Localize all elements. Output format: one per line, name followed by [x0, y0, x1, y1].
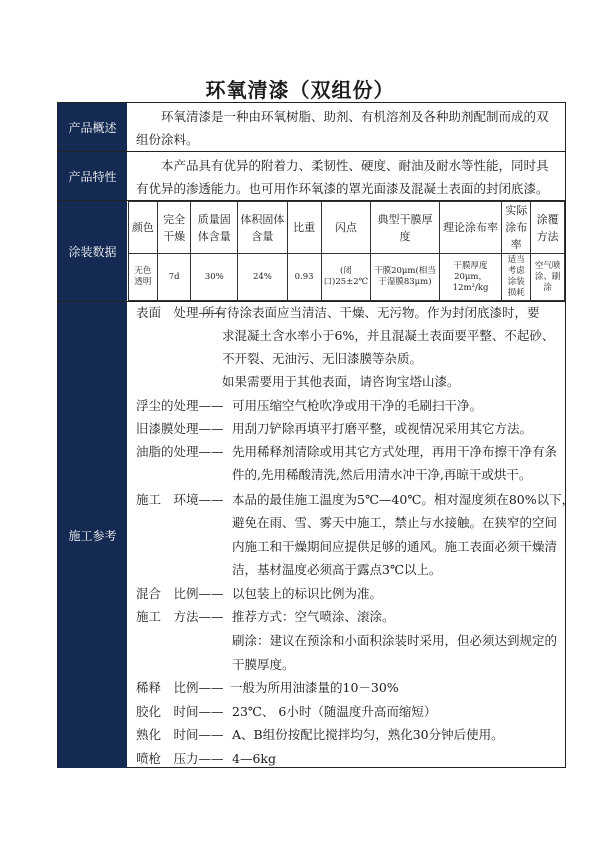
overview-text: 环氧清漆是一种由环氧树脂、助剂、有机溶剂及各种助剂配制而成的双组份涂料。	[136, 109, 549, 147]
reference-key: 施工 环境——	[136, 492, 224, 507]
reference-value: 一般为所用油漆量的10－30%	[230, 680, 399, 695]
table-header-cell: 闪点	[321, 202, 371, 254]
reference-value: 求混凝土含水率小于6%，并且混凝土表面要平整、不起砂、	[222, 328, 555, 343]
table-header-cell: 比重	[287, 202, 321, 254]
table-header-cell: 颜色	[129, 202, 158, 254]
reference-value: 先用稀释剂清除或用其它方式处理，再用干净布擦干净有条	[232, 444, 558, 459]
reference-key: 旧漆膜处理——	[136, 421, 224, 436]
reference-key: 稀释 比例——	[136, 680, 224, 695]
table-header-cell: 质量固体含量	[191, 202, 238, 254]
table-cell: 无色透明	[129, 254, 158, 301]
construction-label: 施工参考	[58, 302, 127, 768]
reference-value: 避免在雨、雪、雾天中施工，禁止与水接触。在狭窄的空间	[232, 515, 558, 530]
reference-value: 用刮刀铲除再填平打磨平整，或视情况采用其它方法。	[232, 421, 533, 436]
reference-value: A、B组份按配比搅拌均匀，熟化30分钟后使用。	[232, 727, 504, 742]
construction-row	[58, 302, 575, 768]
table-cell: 适当考虑涂装损耗	[502, 254, 531, 301]
reference-key: 喷枪 压力——	[136, 751, 224, 766]
table-header-cell: 理论涂布率	[439, 202, 502, 254]
data-row	[58, 201, 565, 301]
reference-key: 熟化 时间——	[136, 727, 224, 742]
table-row	[129, 254, 565, 301]
table-cell: 干膜厚度20μm，12m²/kg	[439, 254, 502, 301]
coating-data-table	[128, 201, 565, 301]
overview-label: 产品概述	[58, 103, 127, 151]
document-title: 环氧清漆（双组份）	[205, 78, 395, 102]
reference-key: 施工 方法——	[136, 609, 224, 624]
features-row	[58, 152, 565, 200]
reference-value: 洁，基材温度必须高于露点3℃以上。	[232, 562, 442, 577]
reference-key: 混合 比例——	[136, 586, 224, 601]
table-cell: 空气喷涂、刷涂	[531, 254, 565, 301]
table-header-row	[129, 202, 565, 254]
reference-value: 推荐方式：空气喷涂、滚涂。	[232, 609, 395, 624]
reference-key: 浮尘的处理——	[136, 398, 224, 413]
table-header-cell: 涂覆方法	[531, 202, 565, 254]
reference-key: 胶化 时间——	[136, 704, 224, 719]
table-cell: (闭口)25±2℃	[321, 254, 371, 301]
reference-value: 如果需要用于其他表面，请咨询宝塔山漆。	[222, 374, 460, 389]
reference-value: 不开裂、无油污、无旧漆膜等杂质。	[222, 351, 423, 366]
reference-value: 本品的最佳施工温度为5℃—40℃。相对湿度须在80%以下，	[232, 492, 575, 507]
table-cell: 30%	[191, 254, 238, 301]
table-cell: 24%	[238, 254, 288, 301]
table-header-cell: 实际涂布率	[502, 202, 531, 254]
table-header-cell: 典型干膜厚度	[371, 202, 440, 254]
reference-value: 可用压缩空气枪吹净或用干净的毛刷扫干净。	[232, 398, 483, 413]
reference-value: 刷涂：建议在预涂和小面积涂装时采用，但必须达到规定的	[232, 633, 558, 648]
table-header-cell: 完全干燥	[157, 202, 191, 254]
data-label: 涂装数据	[58, 201, 127, 301]
features-label: 产品特性	[58, 152, 127, 200]
overview-content	[128, 103, 565, 151]
reference-key: 油脂的处理——	[136, 444, 224, 459]
reference-value: 内施工和干燥期间应提供足够的通风。施工表面必须干燥清	[232, 539, 558, 554]
product-sheet	[57, 102, 575, 768]
reference-value: 23℃、 6小时（随温度升高而缩短）	[232, 704, 437, 719]
reference-value: 以包装上的标识比例为准。	[232, 586, 383, 601]
reference-value: 所有待涂表面应当清洁、干燥、无污物。作为封闭底漆时，要	[202, 305, 540, 320]
data-content	[128, 201, 565, 301]
features-content	[128, 152, 565, 200]
table-cell: 7d	[157, 254, 191, 301]
reference-value: 4—6kg	[232, 751, 276, 766]
reference-key: 表面 处理——	[136, 305, 224, 320]
reference-value: 干膜厚度。	[232, 657, 295, 672]
reference-value: 件的,先用稀酸清洗,然后用清水冲干净,再晾干或烘干。	[232, 467, 532, 482]
construction-content	[128, 302, 575, 768]
features-text: 本产品具有优异的附着力、柔韧性、硬度、耐油及耐水等性能，同时具有优异的渗透能力。也可用作环氧漆的罩光面漆及混凝土表面的封闭底漆。	[136, 158, 549, 196]
table-cell: 0.93	[287, 254, 321, 301]
overview-row	[58, 103, 565, 151]
table-header-cell: 体积固体含量	[238, 202, 288, 254]
table-cell: 干膜20μm(相当于湿膜83μm)	[371, 254, 440, 301]
